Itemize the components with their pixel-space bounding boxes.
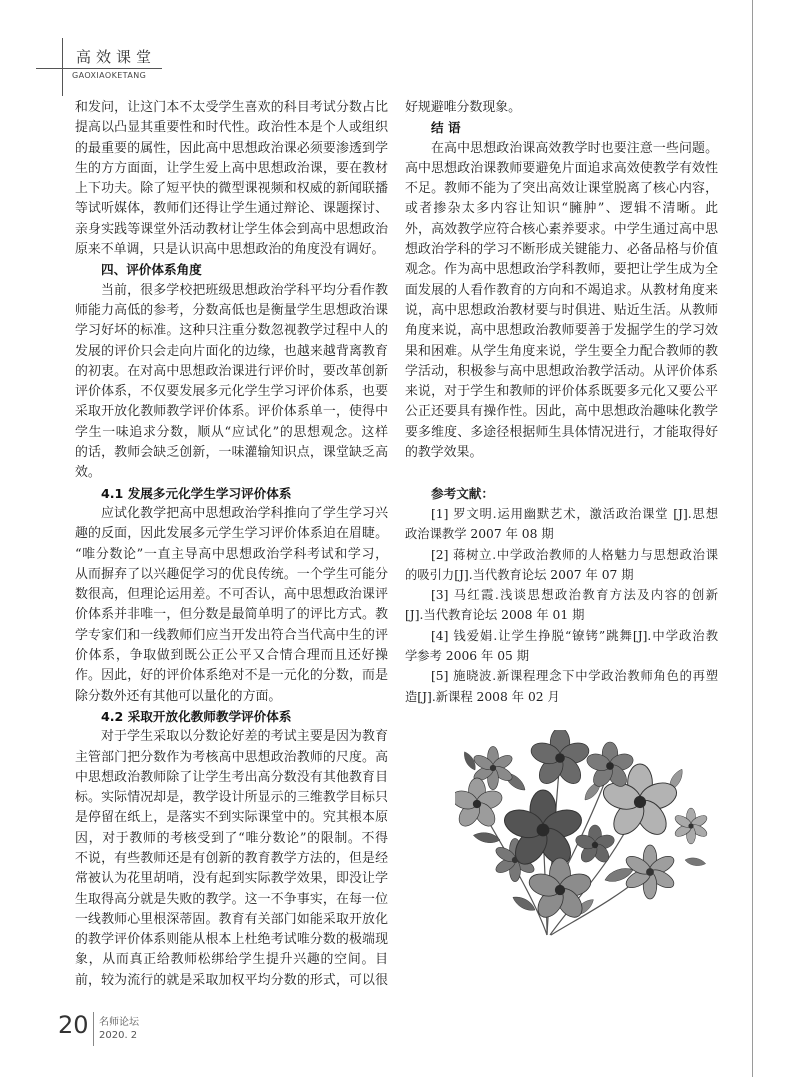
reference-line: [2] 蒋树立.中学政治教师的人格魅力与思想政治课 [431, 547, 718, 562]
left-text-column [75, 98, 388, 991]
flower [574, 825, 616, 865]
reference-line: 政治课教学 2007 年 08 期 [405, 527, 554, 542]
references [405, 484, 718, 707]
paragraph-line: “唯分数论”一直主导高中思想政治学科考试和学习， [75, 546, 388, 562]
flower-illustration [455, 730, 710, 940]
paragraph-line: 效。 [75, 465, 101, 481]
paragraph-line: 高中思想政治课教师要避免片面追求高效使教学有效性 [405, 160, 718, 176]
paragraph-line: 数很高，但理论运用差。不可否认，高中思想政治课评 [75, 587, 388, 603]
paragraph-line: 或者掺杂太多内容让知识“臃肿”、逻辑不清晰。此 [405, 201, 718, 217]
leaf [684, 856, 706, 867]
header-horizontal-rule [36, 68, 162, 69]
paragraph-line: 上下功夫。除了短平快的微型课视频和权威的新闻联播 [75, 181, 388, 197]
paragraph-line: 师能力高低的参考，分数高低也是衡量学生思想政治课 [75, 302, 388, 318]
reference-item [405, 585, 718, 626]
reference-line: 造[J].新课程 2008 年 02 月 [405, 689, 560, 704]
paragraph-line: 前，较为流行的就是采取加权平均分数的形式，可以很 [75, 972, 388, 988]
paragraph-line: 果和困难。从学生角度来说，学生要全力配合教师的教 [405, 343, 718, 359]
paragraph-line: 生取得高分就是失败的教学。这一不争事实，在每一位 [75, 891, 388, 907]
paragraph-line: 等试听媒体，教师们还得让学生通过辩论、课题探讨、 [75, 201, 388, 217]
paragraph [405, 139, 718, 464]
paragraph-line: 采取开放化教师教学评价体系。评价体系单一，使得中 [75, 404, 388, 420]
page-number: 20 [58, 1011, 89, 1039]
paragraph-line: 想政治学科的学习不断形成关键能力、必备品格与价值 [405, 242, 718, 258]
journal-name: 名师论坛 [99, 1017, 139, 1028]
paragraph-line: 的初衷。在对高中思想政治课进行评价时，要改革创新 [75, 363, 388, 379]
paragraph-line: 和发问，让这门本不太受学生喜欢的科目考试分数占比 [75, 100, 388, 115]
reference-line: [J].当代教育论坛 2008 年 01 期 [405, 608, 585, 623]
paragraph-line: 趣的反面，因此发展多元学生学习评价体系迫在眉睫。 [75, 526, 388, 542]
reference-line: [1] 罗文明.运用幽默艺术，激活政治课堂 [J].思想 [431, 506, 718, 521]
section-heading: 4.1 发展多元化学生学习评价体系 [101, 485, 292, 501]
paragraph-line: 来说，对于学生和教师的评价体系既要多元化又要公平 [405, 384, 718, 400]
paragraph-line: 应试化教学把高中思想政治学科推向了学生学习兴 [101, 505, 388, 521]
paragraph-line: 常被认为花里胡哨，没有起到实际教学效果，即没让学 [75, 871, 388, 887]
references-heading: 参考文献： [431, 485, 494, 501]
paragraph-line: 不说，有些教师还是有创新的教育教学方法的，但是经 [75, 850, 388, 866]
page-edge-line [752, 0, 753, 1077]
section-heading: 结 语 [431, 120, 461, 136]
paragraph-line: 好规避唯分数现象。 [405, 100, 522, 115]
reference-item [405, 504, 718, 545]
flowers [455, 730, 709, 922]
paragraph-line: 说，高中思想政治教材要与时俱进、贴近生活。从教师 [405, 302, 718, 318]
paragraph-line: 不足。教师不能为了突出高效让课堂脱离了核心内容， [405, 181, 718, 197]
paragraph-line: 观念。作为高中思想政治学科教师，要把让学生成为全 [405, 262, 718, 278]
paragraph-line: 价体系并非唯一，但分数是最简单明了的评比方式。教 [75, 607, 388, 623]
footer-divider [93, 1012, 94, 1046]
paragraph-line: 对于学生采取以分数论好差的考试主要是因为教育 [101, 729, 388, 745]
paragraph-line: 原来不单调，只是认识高中思想政治的角度没有调好。 [75, 242, 385, 258]
paragraph-line: 学专家们和一线教师们应当开发出符合当代高中生的评 [75, 627, 388, 643]
section-heading: 四、评价体系角度 [101, 262, 202, 278]
reference-line: [3] 马红霞.浅谈思想政治教育方法及内容的创新 [431, 588, 718, 603]
paragraph-line: 亲身实践等课堂外活动教材让学生体会到高中思想政治 [75, 221, 388, 237]
paragraph-line: 价体系，争取做到既公正公平又合情合理而且还好操 [75, 648, 388, 664]
section-heading: 4.2 采取开放化教师教学评价体系 [101, 708, 292, 724]
paragraph-line: 中思想政治教师除了让学生考出高分数没有其他教育目 [75, 769, 388, 785]
paragraph-line: 要多维度、多途径根据师生具体情况进行，才能取得好 [405, 424, 718, 440]
paragraph [75, 281, 388, 484]
paragraph-line: 学活动，积极参与高中思想政治教学活动。从评价体系 [405, 363, 718, 379]
paragraph-line: 从而摒弃了以兴趣促学习的优良传统。一个学生可能分 [75, 566, 388, 582]
paragraph-line: 面发展的人看作教育的方向和不竭追求。从教材角度来 [405, 282, 718, 298]
paragraph-line: 生的方方面面，让学生爱上高中思想政治课，要在教材 [75, 160, 388, 176]
paragraph-line: 除分数外还有其他可以量化的方面。 [75, 688, 282, 704]
paragraph [405, 98, 718, 118]
paragraph-line: 发展的评价只会走向片面化的边缘，也越来越背离教育 [75, 343, 388, 359]
paragraph-line: 提高以凸显其重要性和时代性。政治性本是个人或组织 [75, 120, 388, 136]
column-title: 高效课堂 [76, 48, 157, 66]
paragraph-line: 公正还要具有操作性。因此，高中思想政治趣味化教学 [405, 404, 718, 420]
reference-line: [5] 施晓波.新课程理念下中学政治教师角色的再塑 [431, 669, 718, 684]
paragraph-line: 因，对于教师的考核受到了“唯分数论”的限制。不得 [75, 830, 388, 846]
paragraph-line: 象，从而真正给教师松绑给学生提升兴趣的空间。目 [75, 952, 388, 968]
paragraph-line: 的教学效果。 [405, 445, 483, 461]
paragraph-line: 是停留在纸上，是落实不到实际课堂中的。究其根本原 [75, 810, 388, 826]
paragraph-line: 当前，很多学校把班级思想政治学科平均分看作教 [101, 282, 388, 298]
journal-issue: 2020. 2 [99, 1030, 138, 1041]
paragraph-line: 角度来说，高中思想政治教师要善于发掘学生的学习效 [405, 323, 718, 339]
paragraph-line: 主管部门把分数作为考核高中思想政治教师的尺度。高 [75, 749, 388, 765]
header-vertical-rule [62, 38, 63, 96]
paragraph-line: 作。因此，好的评价体系绝对不是一元化的分数，而是 [75, 668, 388, 684]
column-subtitle: GAOXIAOKETANG [72, 71, 147, 80]
paragraph [75, 98, 388, 260]
paragraph-line: 标。实际情况却是，教学设计所显示的三维教学目标只 [75, 790, 388, 806]
paragraph [75, 504, 388, 707]
paragraph-line: 评价体系，不仅要发展多元化学生学习评价体系，也要 [75, 384, 388, 400]
flower [673, 808, 709, 844]
paragraph-line: 外，高效教学应符合核心素养要求。中学生通过高中思 [405, 221, 718, 237]
paragraph-line: 学习好坏的标准。这种只注重分数忽视教学过程中人的 [75, 323, 388, 339]
reference-item [405, 545, 718, 586]
leaf [473, 831, 501, 845]
reference-line: [4] 钱爱娟.让学生挣脱“镣铐”跳舞[J].中学政治教 [431, 628, 718, 643]
paragraph-line: 的最重要的属性，因此高中思想政治课必须要渗透到学 [75, 140, 388, 156]
reference-line: 的吸引力[J].当代教育论坛 2007 年 07 期 [405, 567, 634, 582]
flower [528, 730, 591, 788]
paragraph-line: 学生一味追求分数，顺从“应试化”的思想观念。这样 [75, 424, 388, 440]
paragraph-line: 一线教师心里根深蒂固。教育有关部门如能采取开放化 [75, 911, 388, 927]
reference-item [405, 666, 718, 707]
reference-item [405, 626, 718, 667]
paragraph-line: 在高中思想政治课高效教学时也要注意一些问题。 [431, 140, 718, 156]
paragraph-line: 的教学评价体系则能从根本上杜绝考试唯分数的极端现 [75, 932, 388, 948]
paragraph-line: 的话，教师会缺乏创新，一味灌输知识点，课堂缺乏高 [75, 445, 388, 461]
paragraph [75, 727, 388, 991]
right-text-column [405, 98, 718, 707]
reference-line: 学参考 2006 年 05 期 [405, 649, 530, 664]
